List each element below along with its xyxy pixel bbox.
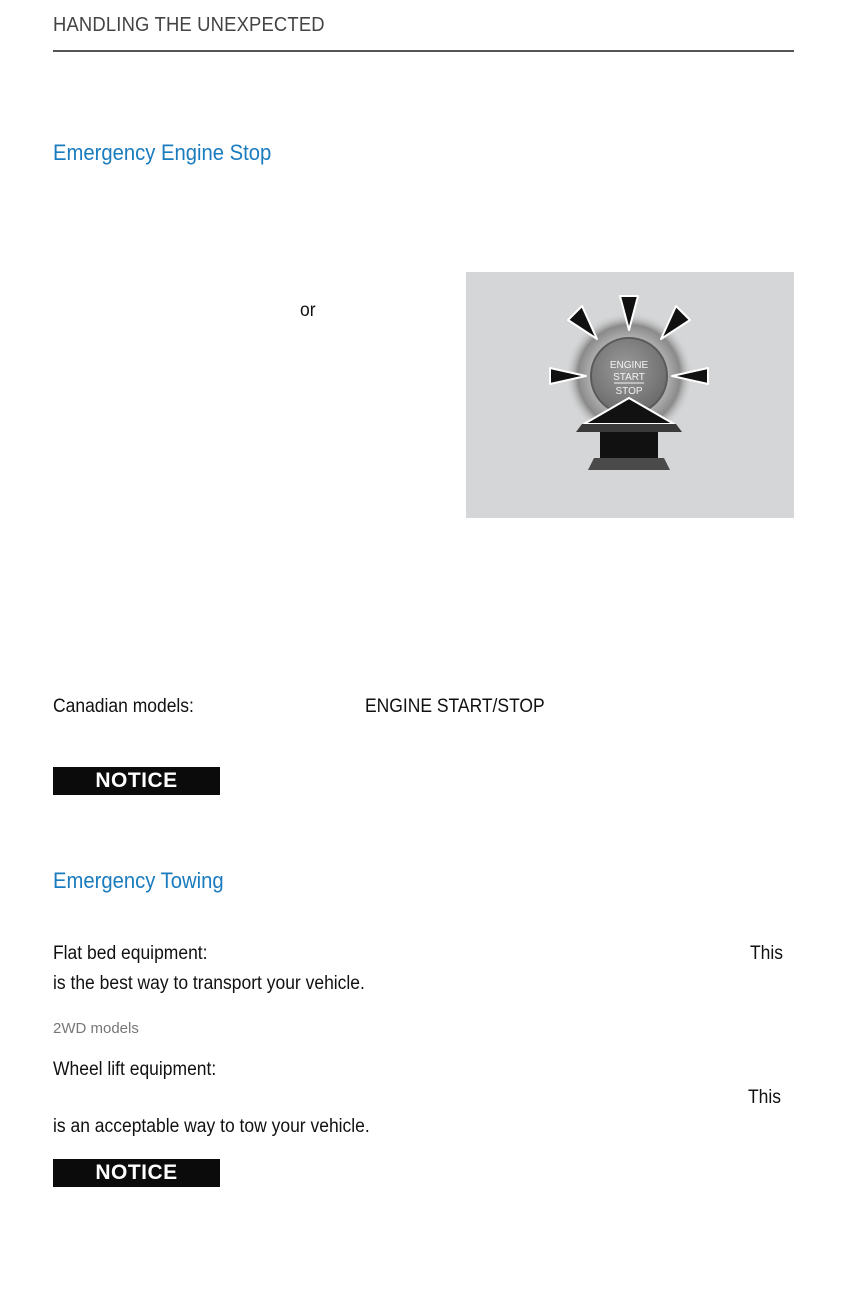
wheel-lift-description: is an acceptable way to tow your vehicle. [53, 1116, 370, 1137]
flat-bed-description: is the best way to transport your vehicle. [53, 973, 365, 994]
header-divider [53, 50, 794, 52]
page-header-title: HANDLING THE UNEXPECTED [53, 14, 325, 36]
button-text-line-1: ENGINE [609, 360, 649, 371]
engine-button-illustration [466, 272, 794, 518]
text-fragment-or: or [300, 300, 316, 321]
wheel-lift-this-text: This [748, 1087, 782, 1108]
models-sublabel-2wd: 2WD models [53, 1020, 139, 1037]
button-text-line-2: START [613, 372, 645, 383]
canadian-models-label: Canadian models: [53, 696, 194, 717]
notice-badge-towing: NOTICE [53, 1159, 220, 1187]
button-text-line-3: STOP [615, 386, 643, 397]
engine-start-stop-figure [466, 272, 794, 518]
wheel-lift-equipment-label: Wheel lift equipment: [53, 1059, 217, 1080]
flat-bed-equipment-label: Flat bed equipment: [53, 943, 208, 964]
notice-badge-engine-stop: NOTICE [53, 767, 220, 795]
section-title-emergency-engine-stop: Emergency Engine Stop [53, 140, 272, 165]
engine-start-stop-button-name: ENGINE START/STOP [365, 696, 545, 717]
section-title-emergency-towing: Emergency Towing [53, 868, 224, 893]
flat-bed-this-text: This [750, 943, 784, 964]
